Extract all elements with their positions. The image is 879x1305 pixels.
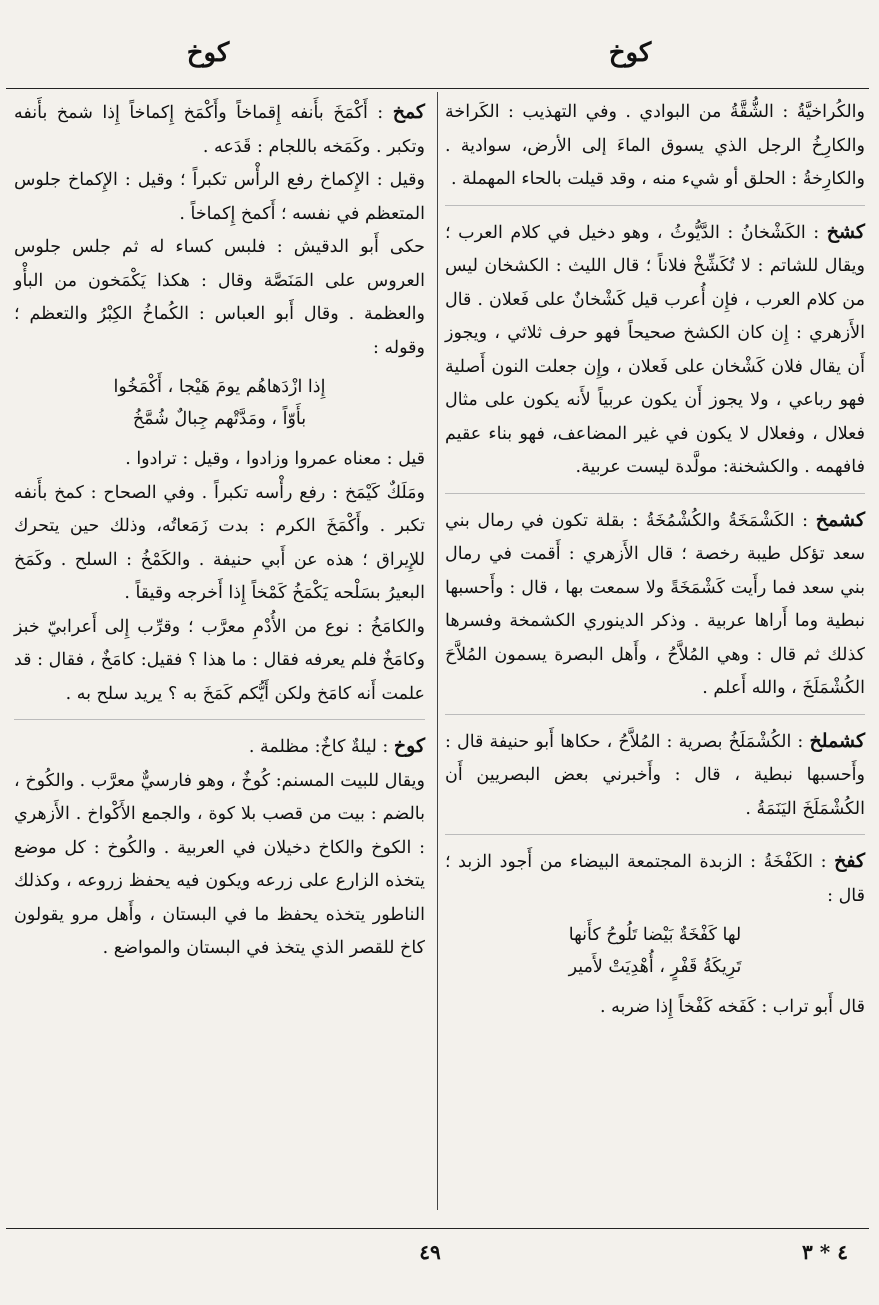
headword: كفخ — [834, 850, 865, 872]
entry-kafakh — [445, 845, 865, 1033]
left-column — [14, 96, 425, 984]
headword: كوخ — [393, 735, 425, 757]
verse-line-2: بأَوّاً ، ومَدَّتْهم جِبالٌ شُمَّخُ — [132, 409, 307, 429]
page-number: ٤٩ — [419, 1240, 441, 1264]
entry-kashmalakh — [445, 725, 865, 836]
right-column — [445, 96, 865, 1043]
entry-text: : الكُشْمَلَخُ بصرية : المُلاَّحُ ، حكاها أَبو حنيفة قال : وأَحسبها نبطية ، قال : وأَخبرني بعض البصريين أَن الكُشْمَلَخَ اليَنَمَةُ . — [445, 731, 865, 819]
entry-kashakh — [445, 216, 865, 494]
entry-paragraph: قيل : معناه عمروا وزادوا ، وقيل : ترادوا . — [125, 449, 425, 469]
headword: كمخ — [392, 101, 425, 123]
entry-text: : أَكْمَخَ بأَنفه إِقماخاً وأَكْمَخ إِكماخاً إِذا شمخ بأَنفه وتكبر . وكَمَخه باللجام : قَدَعه . — [14, 103, 425, 157]
entry-karakh-continued — [445, 96, 865, 206]
entry-kashmakh — [445, 504, 865, 715]
verse-line-1: إِذا ازْدَهاهُم يومَ هَيْجا ، أَكْمَخُوا — [113, 377, 326, 397]
top-rule — [6, 88, 869, 89]
headword: كشمخ — [815, 508, 865, 531]
running-head-left: كوخ — [186, 38, 230, 68]
entry-text: والكُراخيَّةُ : الشُّقَّةُ من البوادي . وفي التهذيب : الكَراخة والكارِخُ الرجل الذي يسوق الماءَ إلى الأرض، سوادية . والكارِخةُ : الحلق أو شيء منه ، وقد قيلت بالحاء المهملة . — [445, 102, 865, 189]
entry-paragraph: والكامَخُ : نوع من الأُدْمِ معرَّب ؛ وقرِّب إِلى أَعرابيّ خبز وكامَخٌ فلم يعرفه فقال : ما هذا ؟ فقيل: كامَخٌ ، فقال : قد علمت أَنه كامَخ ولكن أَيُّكم كَمَخَ به ؟ يريد سلح به . — [14, 616, 425, 704]
entry-text: : الكَشْمَخَةُ والكُشْمُخَةُ : بقلة تكون في رمال بني سعد تؤكل طيبة رخصة ؛ قال الأَزهري : أَقمت في رمال بني سعد فما رأَيت كَشْمَخَةً ولا سمعت بها ، قال : وأَحسبها نبطية وما أَراها عربية . وذكر الدينوري الكشمخة وفسرها كذلك ثم قال : وهي المُلاَّحُ ، وأَهل البصرة يسمون المُلاَّحَ الكُشْمَلَخَ ، والله أَعلم . — [445, 510, 865, 698]
headword: كشخ — [826, 220, 865, 243]
entry-text-after-verse: قال أَبو تراب : كَفَخه كَفْخاً إِذا ضربه . — [600, 997, 865, 1017]
entry-paragraph: حكى أَبو الدقيش : فلبس كساء له ثم جلس جلوس العروس على المَنَصَّة وقال : هكذا يَكْمَخون من البأْو والعظمة . وقال أَبو العباس : الكُماخُ الكِبْرُ والتعظم ؛ وقوله : — [14, 237, 425, 358]
verse-line-1: لها كَفْخَةٌ بَيْضا تَلُوحُ كأَنها — [568, 925, 742, 945]
headword: كشملخ — [809, 729, 865, 752]
entry-text: : الكَشْخانُ : الدَّيُّوثُ ، وهو دخيل في كلام العرب ؛ ويقال للشاتم : لا تُكَشِّخْ فلاناً ؛ قال الليث : الكشخان ليس من كلام العرب ، فإِن أُعرب قيل كَشْخانٌ على فَعلان . قال الأَزهري : إِن كان الكشخ صحيحاً فهو حرف ثلاثي ، ويجوز أَن يقال فلان كَشْخان على فَعلان ، وإِن جعلت النون أَصلية فهو رباعي ، ولا يجوز أَن يكون عربياً لأَنه يكون على مثال فعلال ، وفعلال لا يكون في غير المضاعف، فهو بناء عقيم فافهمه . والكشخنة: مولَّدة ليست عربية. — [445, 222, 865, 477]
verse — [14, 371, 425, 435]
signature-mark: ٤ * ٣ — [802, 1240, 848, 1264]
entry-kukh — [14, 730, 425, 974]
entry-paragraph: ومَلَكٌ كَيْمَخ : رفع رأْسه تكبراً . وفي الصحاح : كمخ بأَنفه تكبر . وأَكْمَخَ الكرم : بدت زَمَعاتُه، وذلك حين يتحرك للإِيراق ؛ هذه عن أَبي حنيفة . والكَمْخُ : السلح . وكَمَخ البعيرُ بسَلْحه يَكْمَخُ كَمْخاً إِذا أَخرجه وقيقاً . — [14, 482, 425, 603]
verse-line-2: تَرِيكَةُ قَفْرٍ ، أُهْدِيَتْ لأَمير — [568, 957, 742, 977]
column-divider — [437, 92, 438, 1210]
entry-paragraph: وقيل : الإِكماخ رفع الرأْس تكبراً ؛ وقيل : الإِكماخ جلوس المتعظم في نفسه ؛ أَكمخ إِكماخاً . — [14, 170, 425, 224]
entry-text: : ليلةٌ كاخٌ: مظلمة . — [248, 737, 389, 757]
running-head-right: كوخ — [608, 38, 652, 68]
entry-text: : الكَفْخَةُ : الزبدة المجتمعة البيضاء من أَجود الزبد ؛ قال : — [445, 852, 865, 906]
entry-kamakh — [14, 96, 425, 720]
verse — [445, 919, 865, 983]
bottom-rule — [6, 1228, 869, 1229]
entry-paragraph: ويقال للبيت المسنم: كُوخٌ ، وهو فارسيٌّ معرَّب . والكُوخ ، بالضم : بيت من قصب بلا كوة ، والجمع الأَكْواخ . الأَزهري : الكوخ والكاخ دخيلان في العربية . والكُوخ : كل موضع يتخذه الزارع على زرعه ويكون فيه يحفظ زروعه ، وكذلك الناطور يتخذه يحفظ ما في البستان ، وأَهل مرو يقولون كاخ للقصر الذي يتخذ في البستان والمواضع . — [14, 770, 425, 958]
